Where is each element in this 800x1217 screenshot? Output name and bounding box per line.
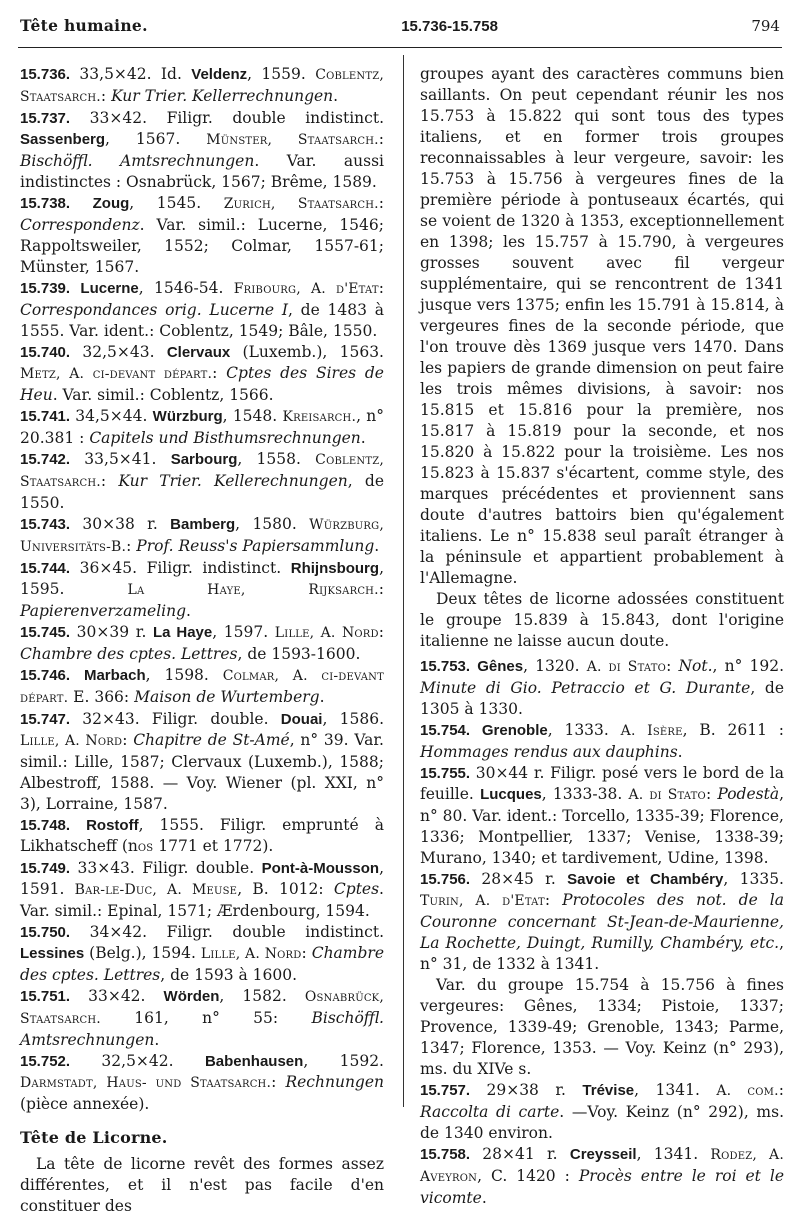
entry-archive: Lille, A. Nord [20, 733, 123, 749]
entry-text: , 1597. [212, 623, 275, 641]
entry-source: Bischöffl. Amtsrechnungen [20, 1009, 384, 1049]
section-title-licorne: Tête de Licorne. [20, 1128, 168, 1147]
entry-text: 33×42. Filigr. double indistinct. [70, 109, 384, 127]
entry-source: Minute di Gio. Petraccio et G. Durante [420, 679, 751, 697]
entry-text: , de 1550. [20, 472, 385, 512]
entry-text: , de 1483 à 1555. Var. ident.: Coblentz, 1549; Bâle, 1550. [20, 301, 384, 340]
entry-number: 15.740. [20, 344, 71, 361]
catalog-entry [20, 449, 384, 514]
entry-place: Rhijnsbourg [290, 560, 380, 577]
column-divider [403, 55, 404, 1107]
entry-text: , 1582. [219, 987, 305, 1005]
entry-source: Chambre des cptes. Lettres [20, 944, 385, 984]
entry-text: 28×45 r. [470, 870, 568, 888]
entry-number: 15.745. [20, 624, 71, 641]
catalog-entry [420, 763, 784, 869]
entry-text: . [319, 688, 325, 706]
entry-place: Marbach [83, 667, 146, 684]
entry-number: 15.751. [20, 988, 71, 1005]
entry-text: 30×39 r. [70, 623, 153, 641]
entry-place: Lucques [480, 786, 542, 803]
entry-text: (pièce annexée). [20, 1095, 150, 1113]
entry-archive: Coblentz, Staatsarch. [20, 452, 384, 490]
entry-text: : [122, 731, 134, 749]
entry-place: La Haye [153, 624, 213, 641]
entry-text: : [705, 785, 718, 803]
entry-source: Cptes [333, 880, 380, 898]
entry-place: Lessines [20, 945, 85, 962]
entry-text: : [666, 657, 679, 675]
entry-source: Correspondenz [20, 216, 140, 234]
entry-text: , 1555. Filigr. emprunté à Likhatscheff (n [20, 816, 384, 855]
entry-text: : [544, 891, 563, 909]
entry-text: , C. 1420 : [477, 1167, 579, 1185]
entry-text: : [271, 1073, 286, 1091]
entry-place: Sassenberg [20, 131, 106, 148]
entry-text: : [212, 364, 227, 382]
catalog-entry [20, 108, 384, 193]
entry-text: : [100, 87, 112, 105]
entry-text: 33,5×41. [70, 450, 171, 468]
entry-text: . Var. simil.: Lucerne, 1546; Rappoltsweiler, 1552; Colmar, 1557-61; Münster, 1567. [20, 216, 384, 276]
entry-archive: Lille, A. Nord [274, 625, 379, 641]
entry-archive: Turin, A. d'Etat [420, 893, 545, 909]
licorne-paragraph-2: Deux têtes de licorne adossées constituent le groupe 15.839 à 15.843, dont l'origine italienne ne laisse aucun doute. [420, 590, 784, 650]
entry-source: Raccolta di carte [420, 1103, 560, 1121]
entry-text: . [677, 743, 683, 761]
entry-archive: Fribourg, A. d'Etat [233, 281, 379, 297]
entry-text: . [374, 537, 380, 555]
entry-text: 34,5×44. [70, 407, 153, 425]
entry-text [70, 816, 86, 834]
entry-text [470, 721, 482, 739]
entry-text: : [378, 623, 384, 641]
entry-number: 15.755. [420, 765, 471, 782]
entry-text: , de 1593 à 1600. [160, 966, 298, 984]
entry-text: 30×44 r. Filigr. posé vers le bord de la feuille. [420, 764, 784, 803]
entry-archive: Coblentz, Staatsarch. [20, 67, 385, 105]
catalog-entry [20, 815, 384, 858]
entry-text: : [778, 1081, 785, 1099]
entry-text: (Belg.), 1594. [84, 944, 201, 962]
entry-text: 29×38 r. [470, 1081, 583, 1099]
entry-text: , n° 31, de 1332 à 1341. [420, 934, 784, 973]
entry-place: Douai [280, 711, 323, 728]
entry-archive: os [137, 839, 154, 855]
entry-source: Procès entre le roi et le vicomte [420, 1167, 784, 1207]
entry-text: 33×43. Filigr. double. [70, 859, 262, 877]
entry-place: Würzburg [152, 408, 223, 425]
entry-place: Pont-à-Mousson [261, 860, 380, 877]
header-rule [18, 47, 782, 48]
entry-text: , n° 192. [712, 657, 785, 675]
entry-source: Rechnungen [285, 1073, 385, 1091]
entry-text: . Var. simil.: Epinal, 1571; Ærdenbourg, 1594. [20, 880, 384, 920]
entry-place: Savoie et Chambéry [567, 871, 724, 888]
entry-number: 15.752. [20, 1053, 71, 1070]
entry-text: , 1586. [322, 710, 384, 728]
entry-archive: Bar-le-Duc, A. Meuse [74, 882, 238, 898]
entry-place: Zoug [92, 195, 130, 212]
entry-archive: Darmstadt, Haus- und Staatsarch. [20, 1075, 272, 1091]
entry-source: Prof. Reuss's Papiersammlung [136, 537, 375, 555]
entry-number: 15.739. [20, 280, 71, 297]
entry-text: . [360, 429, 366, 447]
entry-place: Veldenz [191, 66, 248, 83]
entry-text: , 1580. [235, 515, 310, 533]
entry-place: Wörden [163, 988, 220, 1005]
entry-text: : [378, 580, 384, 598]
catalog-entry [20, 622, 384, 665]
licorne-paragraph-continued: groupes ayant des caractères communs bien saillants. On peut cependant réunir les nos 15.753 à 15.822 qui sont tous des types italiens, et en former trois groupes reconnaissables à leur vergeure, savoir: les 15.753 à 15.756 à vergeures fines de la première période à pontuseaux écartés, qui se voient de 1320 à 1353, exceptionnellement en 1398; les 15.757 à 15.790, à vergeures grosses souvent avec fil vergeur supplémentaire, qui se rencontrent de 1341 jusque vers 1375; enfin les 15.791 à 15.814, à vergeures fines de la seconde période, que l'on trouve dès 1369 jusque vers 1470. Dans les papiers de grande dimension on peut faire les trois mêmes divisions, à savoir: nos 15.815 et 15.816 pour la première, nos 15.817 à 15.819 pour la seconde, et nos 15.820 à 15.822 pour la troisième. Les nos 15.823 à 15.837 s'écartent, comme style, des marques précédentes et proviennent sans doute d'autres battoirs bien qu'également italiens. Le n° 15.838 seul paraît étranger à la péninsule et appartient probablement à l'Allemagne. [420, 65, 784, 587]
entry-source: Podestà [717, 785, 780, 803]
entry-text: (Luxemb.), 1563. [230, 343, 384, 361]
entry-text: 33,5×42. Id. [70, 65, 192, 83]
entry-number: 15.744. [20, 560, 71, 577]
running-section-title: Tête humaine. [20, 16, 148, 35]
entry-source: Chambre des cptes. Lettres [20, 645, 238, 663]
entry-text: . [333, 87, 339, 105]
entry-source: Papierenverzameling [20, 602, 187, 620]
entry-text: E. 366: [68, 688, 135, 706]
entry-text: , 1320. [523, 657, 587, 675]
entry-text: 36×45. Filigr. indistinct. [70, 559, 291, 577]
entry-place: Grenoble [481, 722, 548, 739]
entry-text: 30×38 r. [70, 515, 171, 533]
entry-archive: Zurich, Staatsarch. [223, 196, 379, 212]
entry-archive: A. di Stato [586, 659, 667, 675]
entry-text: , 1595. [20, 559, 384, 598]
entry-text: , de 1593-1600. [237, 645, 361, 663]
entry-text: : [301, 944, 312, 962]
entry-place: Trévise [582, 1082, 635, 1099]
entry-text: 161, n° 55: [100, 1009, 312, 1027]
entry-number: 15.736. [20, 66, 71, 83]
catalog-entry [20, 342, 384, 406]
entry-source: Protocoles des not. de la Couronne concernant St-Jean-de-Maurienne, La Rochette, Duingt, Rumilly, Chambéry, etc. [420, 891, 784, 952]
entry-archive: A. Isère [620, 723, 683, 739]
entry-source: Maison de Wurtemberg [134, 688, 320, 706]
entry-number: 15.746. [20, 667, 71, 684]
right-column [420, 64, 784, 1209]
variants-paragraph: Var. du groupe 15.754 à 15.756 à fines vergeures: Gênes, 1334; Pistoie, 1337; Provence, 1339-49; Grenoble, 1343; Parme, 1347; Florence, 1353. — Voy. Keinz (n° 293), ms. du XIVe s. [420, 976, 784, 1078]
catalog-entry [420, 656, 784, 720]
entry-text: , 1333. [547, 721, 621, 739]
left-column [20, 64, 384, 1217]
entry-text: 32,5×42. [70, 1052, 205, 1070]
entry-source: Hommages rendus aux dauphins [420, 743, 678, 761]
entry-text: , 1592. [303, 1052, 384, 1070]
entry-text: . [481, 1189, 487, 1207]
catalog-entry [20, 986, 384, 1051]
catalog-entry [420, 869, 784, 975]
entry-text: , 1341. [636, 1145, 711, 1163]
entry-source: Kur Trier. Kellerechnungen [118, 472, 348, 490]
entry-text: : [378, 194, 385, 212]
entry-source: Not. [678, 657, 713, 675]
catalog-entry [20, 514, 384, 558]
entry-number: 15.743. [20, 516, 71, 533]
entry-text: . [186, 602, 191, 620]
entry-text: , B. 1012: [237, 880, 334, 898]
entry-text: , 1333-38. [541, 785, 629, 803]
entry-archive: Osnabrück, Staatsarch. [20, 989, 384, 1027]
entry-text: , 1546-54. [138, 279, 234, 297]
entry-number: 15.753. [420, 658, 471, 675]
catalog-entry [20, 64, 384, 108]
entry-text: . Var. simil.: Coblentz, 1566. [52, 386, 274, 404]
entry-number: 15.749. [20, 860, 71, 877]
entry-text: , 1558. [237, 450, 316, 468]
entry-number: 15.757. [420, 1082, 471, 1099]
entry-place: Clervaux [166, 344, 231, 361]
entry-text: . —Voy. Keinz (n° 292), ms. de 1340 environ. [420, 1103, 784, 1142]
entry-archive: Colmar, A. ci-devant départ. [20, 668, 384, 706]
catalog-entry [20, 278, 384, 342]
entry-number: 15.758. [420, 1146, 471, 1163]
catalog-entry [20, 558, 384, 622]
entry-text: , n° 39. Var. simil.: Lille, 1587; Clervaux (Luxemb.), 1588; Albestroff, 1588. — Voy. Wiener (pl. XXI, n° 3), Lorraine, 1587. [20, 731, 384, 813]
entry-archive: Münster, Staatsarch. [206, 132, 379, 148]
entry-place: Bamberg [170, 516, 236, 533]
entry-archive: A. com. [716, 1083, 779, 1099]
entry-place: Lucerne [80, 280, 139, 297]
entry-source: Correspondances orig. Lucerne I [20, 301, 288, 319]
entry-text: 32,5×43. [70, 343, 167, 361]
entry-text: , 1598. [145, 666, 223, 684]
entry-text: , 1559. [247, 65, 316, 83]
entry-number: 15.756. [420, 871, 471, 888]
catalog-entry [20, 922, 384, 986]
entry-text: : [378, 130, 384, 148]
entry-source: Kur Trier. Kellerrechnungen [111, 87, 334, 105]
entry-text: : [378, 279, 384, 297]
running-number-range: 15.736-15.758 [401, 18, 498, 35]
entry-text: , 1591. [20, 859, 384, 898]
catalog-entry [20, 193, 384, 278]
entry-text: , 1341. [634, 1081, 717, 1099]
entry-text: : [100, 472, 119, 490]
entry-text: 1771 et 1772). [153, 837, 274, 855]
entry-archive: Rodez, A. Aveyron [420, 1147, 784, 1185]
catalog-entry [20, 709, 384, 815]
entry-text: . [154, 1031, 160, 1049]
entry-source: Capitels und Bisthumsrechnungen [89, 429, 361, 447]
entry-text: . Var. aussi indistinctes : Osnabrück, 1567; Brême, 1589. [20, 152, 384, 191]
entry-number: 15.741. [20, 408, 71, 425]
entry-text: , de 1305 à 1330. [420, 679, 784, 718]
left-entries [20, 64, 384, 1115]
entry-number: 15.748. [20, 817, 71, 834]
catalog-entry [420, 1144, 784, 1209]
entry-archive: La Haye, Rijksarch. [127, 582, 379, 598]
entry-source: Cptes des Sires de Heu [20, 364, 384, 404]
page-header [20, 16, 780, 46]
catalog-entry [20, 1051, 384, 1115]
entry-number: 15.738. [20, 195, 71, 212]
entry-text [70, 666, 84, 684]
entry-archive: Kreisarch. [282, 409, 357, 425]
entry-number: 15.737. [20, 110, 71, 127]
catalog-entry [20, 406, 384, 449]
entry-text: , n° 80. Var. ident.: Torcello, 1335-39; Florence, 1336; Montpellier, 1337; Venise, 1338-39; Murano, 1340; et tardivement, Udine, 1398. [420, 785, 785, 867]
entry-place: Rostoff [86, 817, 139, 834]
catalog-entry [420, 1080, 784, 1144]
entry-number: 15.754. [420, 722, 471, 739]
entry-text: 34×42. Filigr. double indistinct. [70, 923, 384, 941]
entry-text: , 1548. [222, 407, 283, 425]
right-entries [420, 656, 784, 975]
catalog-entry [420, 720, 784, 763]
entry-place: Sarbourg [170, 451, 238, 468]
catalog-entry [20, 665, 384, 709]
entry-place: Creysseil [569, 1146, 637, 1163]
entry-text: , 1545. [129, 194, 224, 212]
entry-text: 28×41 r. [470, 1145, 570, 1163]
entry-text: 32×43. Filigr. double. [70, 710, 281, 728]
licorne-intro: La tête de licorne revêt des formes assez différentes, et il n'est pas facile d'en constituer des [20, 1155, 384, 1215]
entry-source: Bischöffl. Amtsrechnungen [20, 152, 255, 170]
entry-text: 33×42. [70, 987, 164, 1005]
entry-text: , 1335. [723, 870, 784, 888]
entry-text: : [126, 537, 137, 555]
entry-archive: Lille, A. Nord [200, 946, 302, 962]
page-number: 794 [751, 17, 780, 35]
catalog-entry [20, 858, 384, 922]
entry-number: 15.747. [20, 711, 71, 728]
right-entries-2 [420, 1080, 784, 1209]
entry-text [70, 194, 93, 212]
entry-text: , B. 2611 : [682, 721, 784, 739]
entry-archive: Würzburg, Universitäts-B. [20, 517, 384, 555]
entry-archive: A. di Stato [628, 787, 706, 803]
entry-number: 15.750. [20, 924, 71, 941]
entry-source: Chapitre de St-Amé [133, 731, 290, 749]
entry-text: , n° 20.381 : [20, 407, 385, 447]
entry-place: Babenhausen [204, 1053, 304, 1070]
entry-text: , 1567. [105, 130, 207, 148]
entry-place: Gênes [477, 658, 524, 675]
entry-archive: Metz, A. ci-devant départ. [20, 366, 213, 382]
entry-number: 15.742. [20, 451, 71, 468]
entry-text [70, 279, 80, 297]
